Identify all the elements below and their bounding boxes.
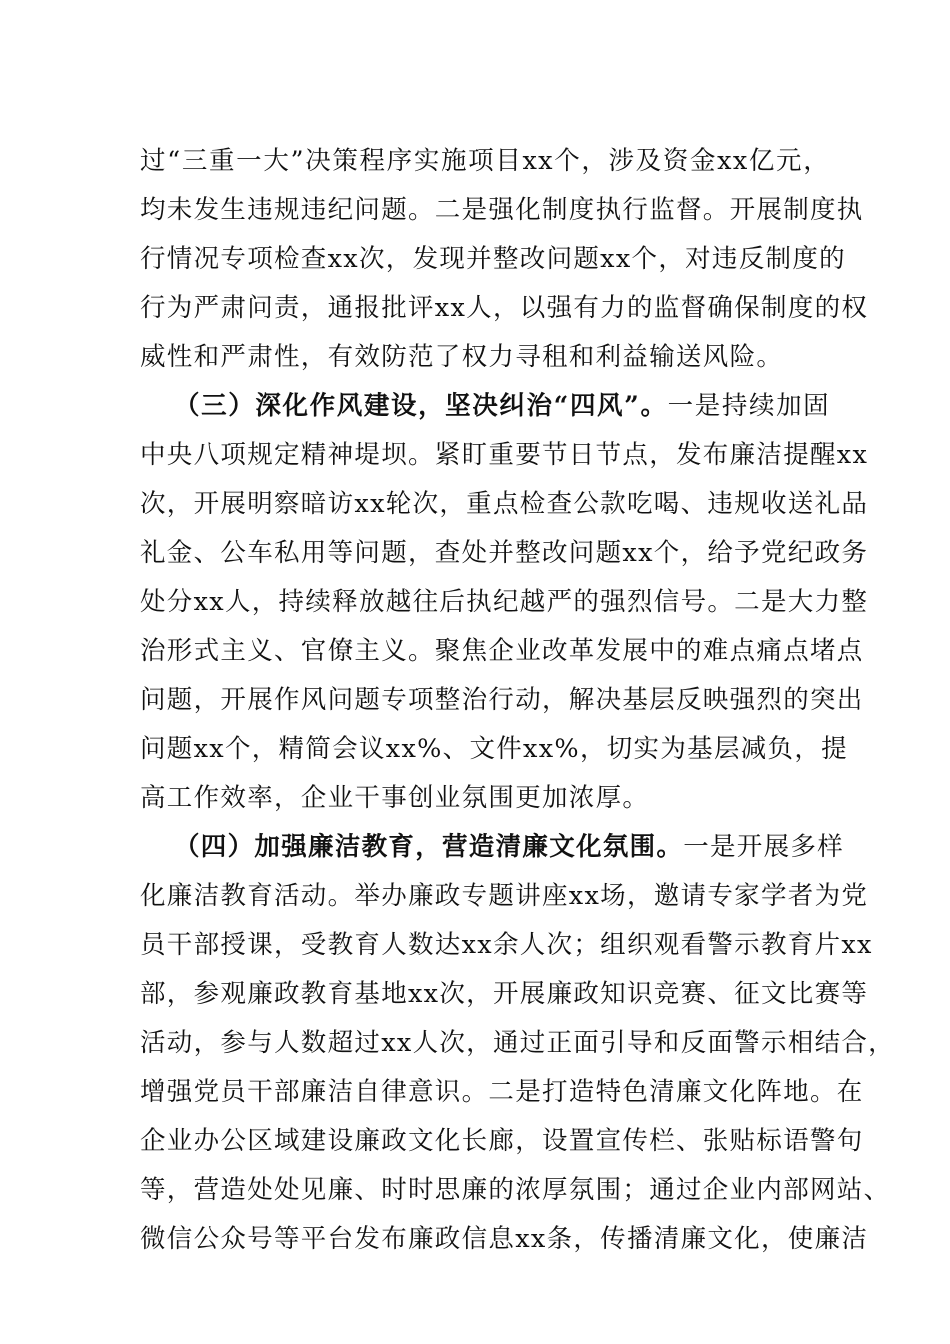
section-four-heading: （四）加强廉洁教育，营造清廉文化氛围。	[174, 832, 684, 862]
text-span: 一是持续加固	[667, 391, 830, 421]
section-four-first-line	[174, 823, 845, 871]
text-line: 部，参观廉政教育基地xx次，开展廉政知识竞赛、征文比赛等	[140, 979, 869, 1009]
text-line: 处分xx人，持续释放越往后执纪越严的强烈信号。二是大力整	[140, 587, 869, 617]
text-line: 过“三重一大”决策程序实施项目xx个，涉及资金xx亿元，	[140, 146, 830, 176]
text-line: 行情况专项检查xx次，发现并整改问题xx个，对违反制度的	[140, 244, 846, 274]
text-line: 增强党员干部廉洁自律意识。二是打造特色清廉文化阵地。在	[140, 1077, 864, 1107]
section-three-first-line	[174, 382, 830, 430]
text-line: 高工作效率，企业干事创业氛围更加浓厚。	[140, 783, 650, 813]
text-line: 活动，参与人数超过xx人次，通过正面引导和反面警示相结合，	[140, 1028, 895, 1058]
text-line: 礼金、公车私用等问题，查处并整改问题xx个，给予党纪政务	[140, 538, 869, 568]
text-line: 治形式主义、官僚主义。聚焦企业改革发展中的难点痛点堵点	[140, 636, 864, 666]
text-line: 威性和严肃性，有效防范了权力寻租和利益输送风险。	[140, 342, 784, 372]
text-line: 行为严肃问责，通报批评xx人，以强有力的监督确保制度的权	[140, 293, 869, 323]
text-span: 一是开展多样	[683, 832, 845, 862]
text-line: 企业办公区域建设廉政文化长廊，设置宣传栏、张贴标语警句	[140, 1126, 864, 1156]
text-line: 问题xx个，精简会议xx%、文件xx%，切实为基层减负，提	[140, 734, 848, 764]
text-line: 化廉洁教育活动。举办廉政专题讲座xx场，邀请专家学者为党	[140, 881, 869, 911]
text-line: 问题，开展作风问题专项整治行动，解决基层反映强烈的突出	[140, 685, 864, 715]
text-line: 中央八项规定精神堤坝。紧盯重要节日节点，发布廉洁提醒xx	[140, 440, 869, 470]
text-line: 均未发生违规违纪问题。二是强化制度执行监督。开展制度执	[140, 195, 864, 225]
text-line: 微信公众号等平台发布廉政信息xx条，传播清廉文化，使廉洁	[140, 1224, 869, 1254]
text-line: 次，开展明察暗访xx轮次，重点检查公款吃喝、违规收送礼品	[140, 489, 869, 519]
text-line: 等，营造处处见廉、时时思廉的浓厚氛围；通过企业内部网站、	[140, 1175, 891, 1205]
text-line: 员干部授课，受教育人数达xx余人次；组织观看警示教育片xx	[140, 930, 873, 960]
section-three-heading: （三）深化作风建设，坚决纠治“四风”。	[174, 391, 668, 421]
